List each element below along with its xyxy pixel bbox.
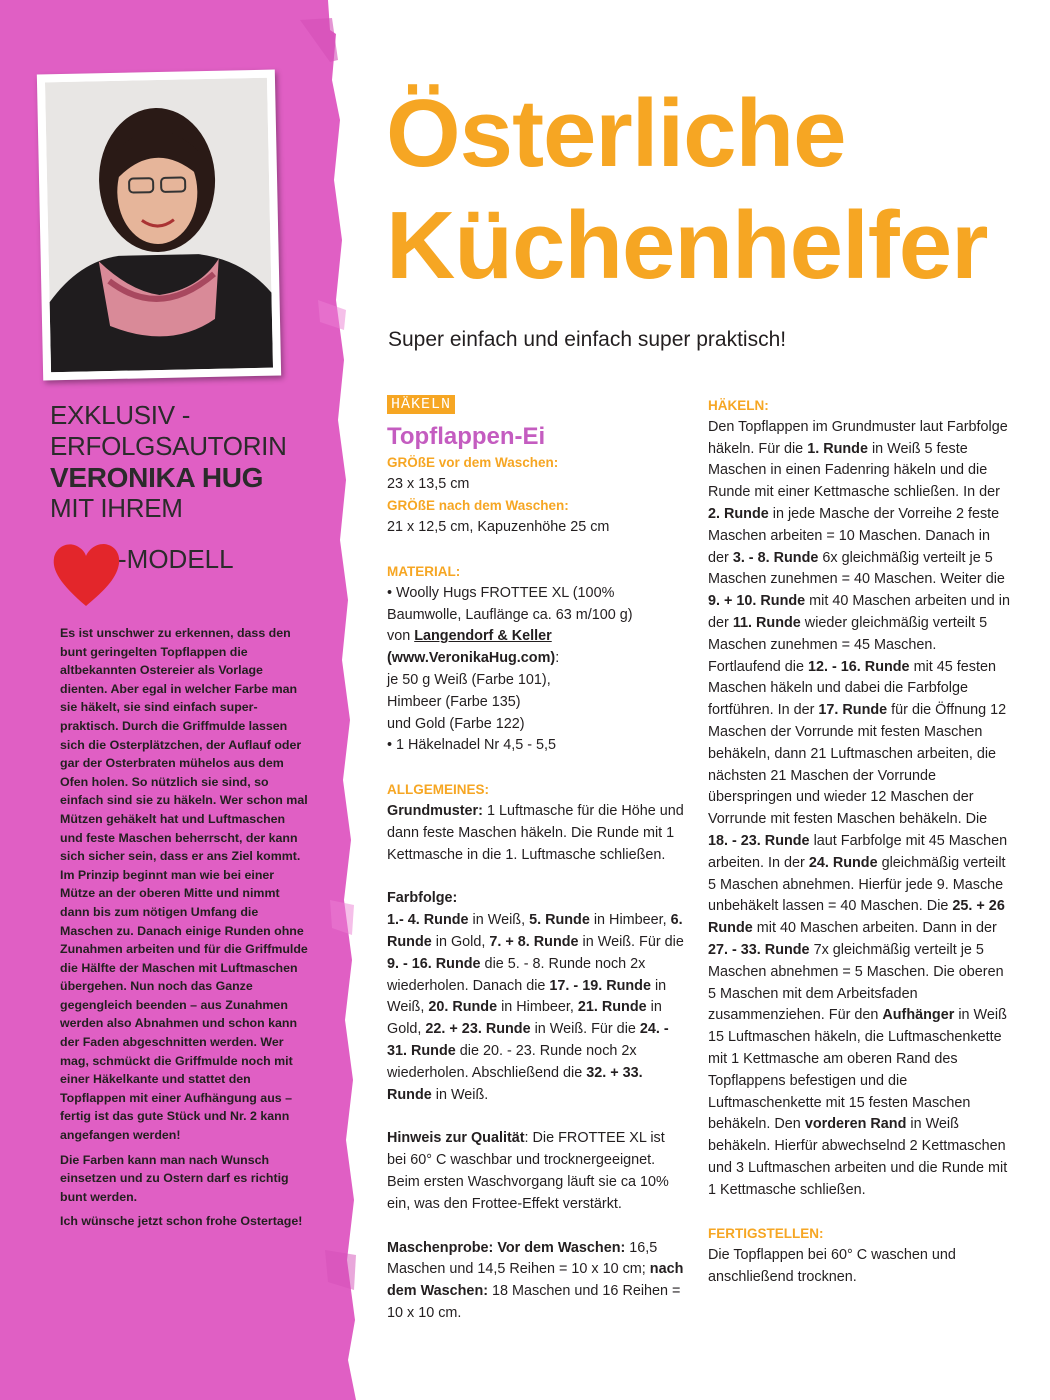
farbfolge-segment: in Himbeer, [497, 999, 578, 1016]
haekeln-emphasis: vorderen Rand [804, 1116, 907, 1133]
haekeln-segment: in Weiß 5 feste Maschen in einen Fadenring häkeln und die Runde mit einer Kettmasche schließen. In der [708, 440, 1000, 501]
page-subtitle: Super einfach und einfach super praktisch! [388, 328, 787, 351]
haekeln-segment: in Weiß behäkeln. Hierfür abwechselnd 2 Kettmaschen und 3 Luftmaschen arbeiten und die Runde mit 1 Kettmasche schließen. [708, 1116, 1008, 1198]
farbfolge-emphasis: 20. Runde [428, 999, 498, 1016]
farbfolge-segment: die 20. - 23. Runde noch 2x wiederholen. Abschließend die [387, 1042, 637, 1081]
haekeln-emphasis: 17. Runde [818, 702, 888, 719]
haekeln-segment: in Weiß 15 Luftmaschen häkeln, die Luftmaschenkette mit 1 Kettmasche am oberen Rand des Topflappens befestigen und die Luftmaschenkette mit 15 festen Maschen behäkeln. Den [708, 1007, 1007, 1133]
maschenprobe-segment: 16,5 Maschen und 14,5 Reihen = 10 x 10 cm; [387, 1239, 658, 1278]
column-left [387, 394, 687, 1325]
farbfolge-segment: in Weiß, [387, 977, 667, 1016]
model-label: -MODELL [118, 544, 234, 574]
haekeln-emphasis: 3. - 8. Runde [732, 549, 819, 566]
farbfolge-segment: in Weiß. Für die [530, 1021, 640, 1038]
haekeln-emphasis: 24. Runde [808, 854, 878, 871]
maschenprobe-emphasis: nach dem Waschen: [387, 1261, 684, 1300]
general-label: ALLGEMEINES: [387, 782, 490, 798]
farbfolge-segment: in Himbeer, [589, 912, 671, 929]
farbfolge-emphasis: 6. Runde [387, 912, 683, 950]
haekeln-emphasis: 2. Runde [708, 505, 769, 522]
haekeln-segment: mit 40 Maschen arbeiten und in der [708, 593, 1010, 631]
farbfolge-label: Farbfolge: [387, 890, 458, 907]
haekeln-emphasis: 27. - 33. Runde [708, 941, 810, 958]
author-photo [37, 70, 281, 381]
farbfolge-emphasis: 17. - 19. Runde [549, 977, 651, 994]
farbfolge-emphasis: 24. - 31. Runde [387, 1021, 669, 1059]
haekeln-segment: wieder gleichmäßig verteilt 5 Maschen zunehmen = 45 Maschen. Fortlaufend die [708, 614, 988, 675]
haekeln-segment: mit 45 festen Maschen häkeln und dabei die Farbfolge fortführen. In der [708, 658, 996, 719]
material-von: von [387, 628, 411, 645]
material-line [387, 648, 687, 670]
farbfolge-emphasis: 9. - 16. Runde [387, 955, 481, 972]
maschenprobe-emphasis: Maschenprobe: Vor dem Waschen: [387, 1239, 626, 1256]
farbfolge-emphasis: 32. + 33. Runde [387, 1064, 643, 1103]
haekeln-emphasis: Aufhänger [882, 1007, 955, 1024]
haekeln-emphasis: 11. Runde [732, 614, 801, 631]
haekeln-emphasis: 9. + 10. Runde [708, 593, 806, 610]
farbfolge-emphasis: 5. Runde [529, 912, 590, 929]
farbfolge-segment: in Weiß, [468, 912, 530, 929]
brand-link[interactable]: Langendorf & Keller [414, 628, 552, 645]
finish-text: Die Topflappen bei 60° C waschen und anschließend trocknen. [708, 1247, 956, 1286]
material-line: Himbeer (Farbe 135) [387, 693, 521, 710]
haekeln-segment: Den Topflappen im Grundmuster laut Farbfolge häkeln. Für die [708, 418, 1008, 457]
material-line [387, 626, 687, 648]
material-line: und Gold (Farbe 122) [387, 715, 525, 732]
website-colon: : [555, 650, 560, 667]
haekeln-segment: mit 40 Maschen arbeiten. Dann in der [752, 920, 997, 937]
material-line: • Woolly Hugs FROTTEE XL (100% Baumwolle, Lauflänge ca. 63 m/100 g) [387, 584, 633, 623]
grundmuster-label: Grundmuster: [387, 802, 483, 819]
author-tagline [50, 400, 350, 524]
heart-icon [50, 538, 122, 610]
haekeln-emphasis: 1. Runde [807, 440, 868, 457]
page-title [386, 78, 987, 302]
haekeln-text [708, 417, 1010, 1202]
column-right [708, 395, 1010, 1289]
size-after-label: GRÖßE nach dem Waschen: [387, 498, 569, 514]
author-name: VERONIKA HUG [50, 462, 264, 493]
haekeln-label: HÄKELN: [708, 398, 769, 413]
farbfolge-emphasis: 7. + 8. Runde [489, 933, 579, 950]
farbfolge-segment: die 5. - 8. Runde noch 2x wiederholen. Danach die [387, 955, 646, 994]
farbfolge-emphasis: 22. + 23. Runde [425, 1021, 531, 1038]
haekeln-segment: in jede Masche der Vorreihe 2 feste Maschen arbeiten = 10 Maschen. Danach in der [708, 505, 1000, 566]
grundmuster-body: 1 Luftmasche für die Höhe und dann feste Maschen häkeln. Die Runde mit 1 Kettmasche in die 1. Luftmasche schließen. [387, 802, 684, 863]
haekeln-segment: gleichmäßig verteilt 5 Maschen abnehmen. Hierfür jede 9. Masche unbehäkelt lassen = 40 Maschen. Die [708, 854, 1006, 915]
farbfolge-segment: in Gold, [431, 933, 490, 950]
category-tag: HÄKELN [387, 395, 455, 414]
farbfolge-segment: in Weiß. Für die [578, 933, 684, 950]
maschenprobe-segment: 18 Maschen und 16 Reihen = 10 x 10 cm. [387, 1283, 681, 1321]
grundmuster-text [387, 801, 687, 866]
maschenprobe-text [387, 1238, 687, 1325]
farbfolge-segment: in Gold, [387, 999, 662, 1038]
size-after-value: 21 x 12,5 cm, Kapuzenhöhe 25 cm [387, 519, 610, 536]
size-before-value: 23 x 13,5 cm [387, 475, 470, 492]
website-link[interactable]: (www.VeronikaHug.com) [387, 650, 556, 667]
haekeln-emphasis: 12. - 16. Runde [808, 658, 910, 675]
intro-paragraph: Es ist unschwer zu erkennen, dass den bunt geringelten Topflappen die altbekannten Ostereier als Vorlage dienten. Aber egal in welcher Farbe man sie häkelt, sie sind einfach super-praktisch. Durch die Griffmulde lassen sich die Osterplätzchen, der Auflauf oder gar der Osterbraten mühelos aus dem Ofen holen. So nützlich sie sind, so einfach sind sie zu häkeln. Wer schon mal Mützen gehäkelt hat und Luftmaschen und feste Maschen beherrscht, der kann sich sicher sein, dass er ans Ziel kommt. Im Prinzip beginnt man wie bei einer Mütze an der oberen Mitte und nimmt dann bis zum nötigen Umfang die Maschen zu. Danach einige Runden ohne Zunahmen arbeiten und für die Griffmulde die Hälfte der Maschen mit Luftmaschen übergehen. Nun noch das Ganze gegengleich beenden – aus Zunahmen werden also Abnahmen und schon kann der Faden abgeschnitten werden. Wer mag, schmückt die Griffmulde noch mit einer Häkelkante und stattet den Topflappen mit einer Aufhängung aus – fertig ist das gute Stück und Nr. 2 kann angefangen werden! [60, 626, 308, 1143]
pattern-heading: Topflappen-Ei [387, 422, 546, 450]
intro-paragraph: Ich wünsche jetzt schon frohe Ostertage! [60, 1214, 303, 1229]
material-label: MATERIAL: [387, 563, 461, 579]
haekeln-segment: 7x gleichmäßig verteilt je 5 Maschen abnehmen = 5 Maschen. Die oberen 5 Maschen mit dem Arbeitsfaden zusammenziehen. Für den [708, 941, 1004, 1024]
intro-text [60, 624, 310, 1237]
hinweis-body: : Die FROTTEE XL ist bei 60° C waschbar und trocknergeeignet. Beim ersten Waschvorgang läuft sie ca 10% ein, was den Frottee-Effekt verstärkt. [387, 1130, 669, 1212]
farbfolge-segment: in Weiß. [431, 1086, 489, 1103]
haekeln-segment: für die Öffnung 12 Maschen der Vorrunde mit festen Maschen behäkeln, dann 21 Luftmaschen arbeiten, die nächsten 21 Maschen der Vorrunde überspringen und wieder 12 Maschen der Vorrunde mit festen Maschen behäkeln. Die [708, 702, 1007, 828]
tagline-line-1: EXKLUSIV - [50, 400, 191, 430]
finish-label: FERTIGSTELLEN: [708, 1226, 824, 1242]
title-line-2: Küchenhelfer [386, 192, 988, 299]
hinweis-label: Hinweis zur Qualität [387, 1130, 525, 1147]
farbfolge-emphasis: 1.- 4. Runde [387, 912, 469, 929]
haekeln-emphasis: 25. + 26 Runde [708, 898, 1005, 937]
haekeln-emphasis: 18. - 23. Runde [708, 832, 810, 849]
title-line-1: Österliche [386, 80, 846, 187]
material-line: • 1 Häkelnadel Nr 4,5 - 5,5 [387, 737, 557, 754]
haekeln-segment: 6x gleichmäßig verteilt je 5 Maschen zunehmen = 40 Maschen. Weiter die [708, 549, 1005, 588]
intro-paragraph: Die Farben kann man nach Wunsch einsetzen und zu Ostern darf es richtig bunt werden. [60, 1152, 289, 1204]
farbfolge-emphasis: 21. Runde [577, 999, 647, 1016]
hinweis-text [387, 1128, 687, 1215]
tagline-line-3: MIT IHREM [50, 493, 183, 523]
farbfolge-text [387, 910, 687, 1106]
tagline-line-2: ERFOLGSAUTORIN [50, 431, 287, 461]
haekeln-segment: laut Farbfolge mit 45 Maschen arbeiten. In der [708, 832, 1008, 871]
material-line: je 50 g Weiß (Farbe 101), [387, 671, 551, 688]
size-before-label: GRÖßE vor dem Waschen: [387, 454, 559, 470]
